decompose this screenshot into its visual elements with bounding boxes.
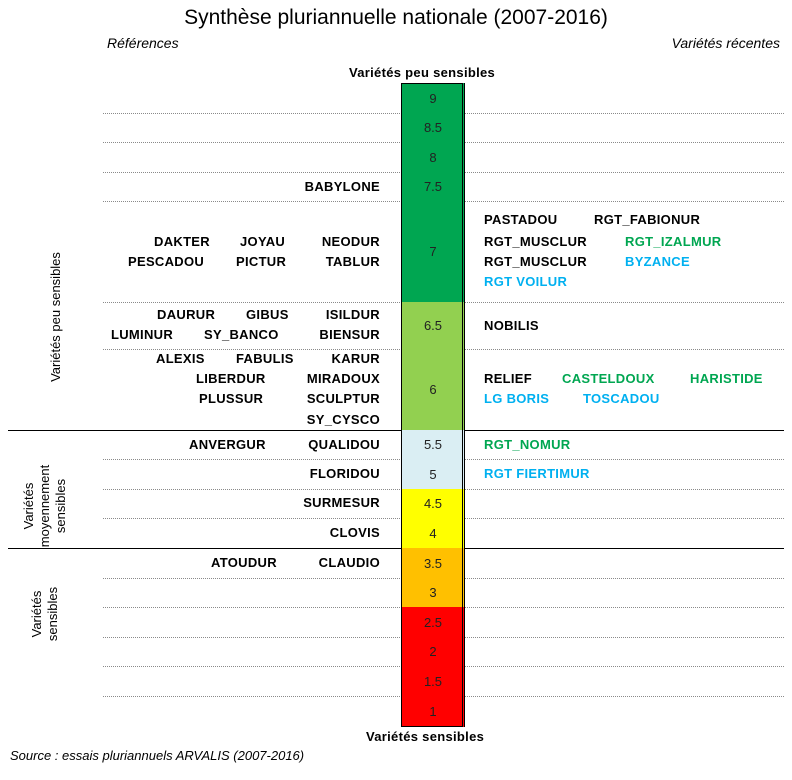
scale-cell-4: 4 <box>401 518 465 548</box>
variety-reference: SY_CYSCO <box>306 412 380 427</box>
variety-recent: LG BORIS <box>484 391 550 406</box>
side-label-low-line2: sensibles <box>45 586 60 642</box>
variety-reference: TABLUR <box>325 254 380 269</box>
variety-recent: RGT VOILUR <box>484 274 568 289</box>
variety-reference: CLOVIS <box>329 525 380 540</box>
scale-cell-6.5: 6.5 <box>401 302 465 349</box>
side-label-low <box>29 569 61 659</box>
scale-cell-3.5: 3.5 <box>401 548 465 578</box>
scale-cell-7.5: 7.5 <box>401 172 465 201</box>
scale-cell-5: 5 <box>401 459 465 489</box>
variety-reference: SCULPTUR <box>306 391 380 406</box>
variety-reference: SURMESUR <box>303 495 380 510</box>
variety-reference: MIRADOUX <box>306 371 380 386</box>
scale-cell-2.5: 2.5 <box>401 607 465 637</box>
variety-recent: RGT FIERTIMUR <box>484 466 590 481</box>
scale-cell-2: 2 <box>401 637 465 666</box>
scale-cell-9: 9 <box>401 83 465 113</box>
scale-cell-3: 3 <box>401 578 465 607</box>
variety-recent: RGT_MUSCLUR <box>484 234 587 249</box>
variety-reference: ALEXIS <box>156 351 205 366</box>
variety-reference: FABULIS <box>236 351 294 366</box>
scale-cell-7: 7 <box>401 201 465 302</box>
scale-cell-1: 1 <box>401 696 465 727</box>
variety-recent: CASTELDOUX <box>562 371 655 386</box>
side-label-mid-line2: moyennement <box>37 464 52 548</box>
variety-recent: RGT_MUSCLUR <box>484 254 587 269</box>
side-label-mid <box>21 451 69 561</box>
variety-reference: SY_BANCO <box>204 327 279 342</box>
variety-reference: ATOUDUR <box>211 555 277 570</box>
variety-reference: DAURUR <box>157 307 216 322</box>
variety-reference: PICTUR <box>236 254 287 269</box>
variety-reference: FLORIDOU <box>309 466 380 481</box>
variety-recent: TOSCADOU <box>583 391 660 406</box>
source-note: Source : essais pluriannuels ARVALIS (2007-2016) <box>10 748 305 763</box>
group-divider <box>8 430 784 431</box>
scale-cell-8: 8 <box>401 142 465 172</box>
variety-reference: NEODUR <box>321 234 380 249</box>
variety-reference: BABYLONE <box>304 179 380 194</box>
variety-recent: HARISTIDE <box>690 371 763 386</box>
variety-reference: LUMINUR <box>111 327 174 342</box>
variety-reference: LIBERDUR <box>196 371 266 386</box>
scale-cell-5.5: 5.5 <box>401 430 465 459</box>
variety-recent: BYZANCE <box>625 254 690 269</box>
variety-reference: ISILDUR <box>325 307 380 322</box>
group-divider <box>8 548 784 549</box>
variety-reference: KARUR <box>331 351 380 366</box>
recent-varieties-header: Variétés récentes <box>671 35 780 51</box>
scale-cell-4.5: 4.5 <box>401 489 465 518</box>
top-axis-label: Variétés peu sensibles <box>349 65 496 80</box>
variety-recent: RGT_IZALMUR <box>625 234 722 249</box>
variety-recent: PASTADOU <box>484 212 558 227</box>
variety-reference: JOYAU <box>240 234 286 249</box>
scale-cell-1.5: 1.5 <box>401 666 465 696</box>
scale-cell-6: 6 <box>401 349 465 430</box>
side-label-low-line1: Variétés <box>29 590 44 638</box>
page-title: Synthèse pluriannuelle nationale (2007-2016) <box>184 6 608 29</box>
variety-recent: NOBILIS <box>484 318 539 333</box>
variety-reference: DAKTER <box>154 234 210 249</box>
side-label-mid-line1: Variétés <box>21 482 36 530</box>
variety-reference: GIBUS <box>246 307 289 322</box>
side-label-high: Variétés peu sensibles <box>48 252 63 382</box>
references-header: Références <box>107 35 179 51</box>
variety-reference: CLAUDIO <box>318 555 380 570</box>
variety-reference: ANVERGUR <box>189 437 266 452</box>
variety-reference: PLUSSUR <box>199 391 264 406</box>
variety-recent: RELIEF <box>484 371 533 386</box>
variety-reference: QUALIDOU <box>308 437 380 452</box>
variety-reference: BIENSUR <box>319 327 380 342</box>
scale-cell-8.5: 8.5 <box>401 113 465 142</box>
bottom-axis-label: Variétés sensibles <box>366 729 485 744</box>
side-label-mid-line3: sensibles <box>53 478 68 534</box>
variety-recent: RGT_FABIONUR <box>594 212 701 227</box>
variety-recent: RGT_NOMUR <box>484 437 571 452</box>
variety-reference: PESCADOU <box>128 254 205 269</box>
